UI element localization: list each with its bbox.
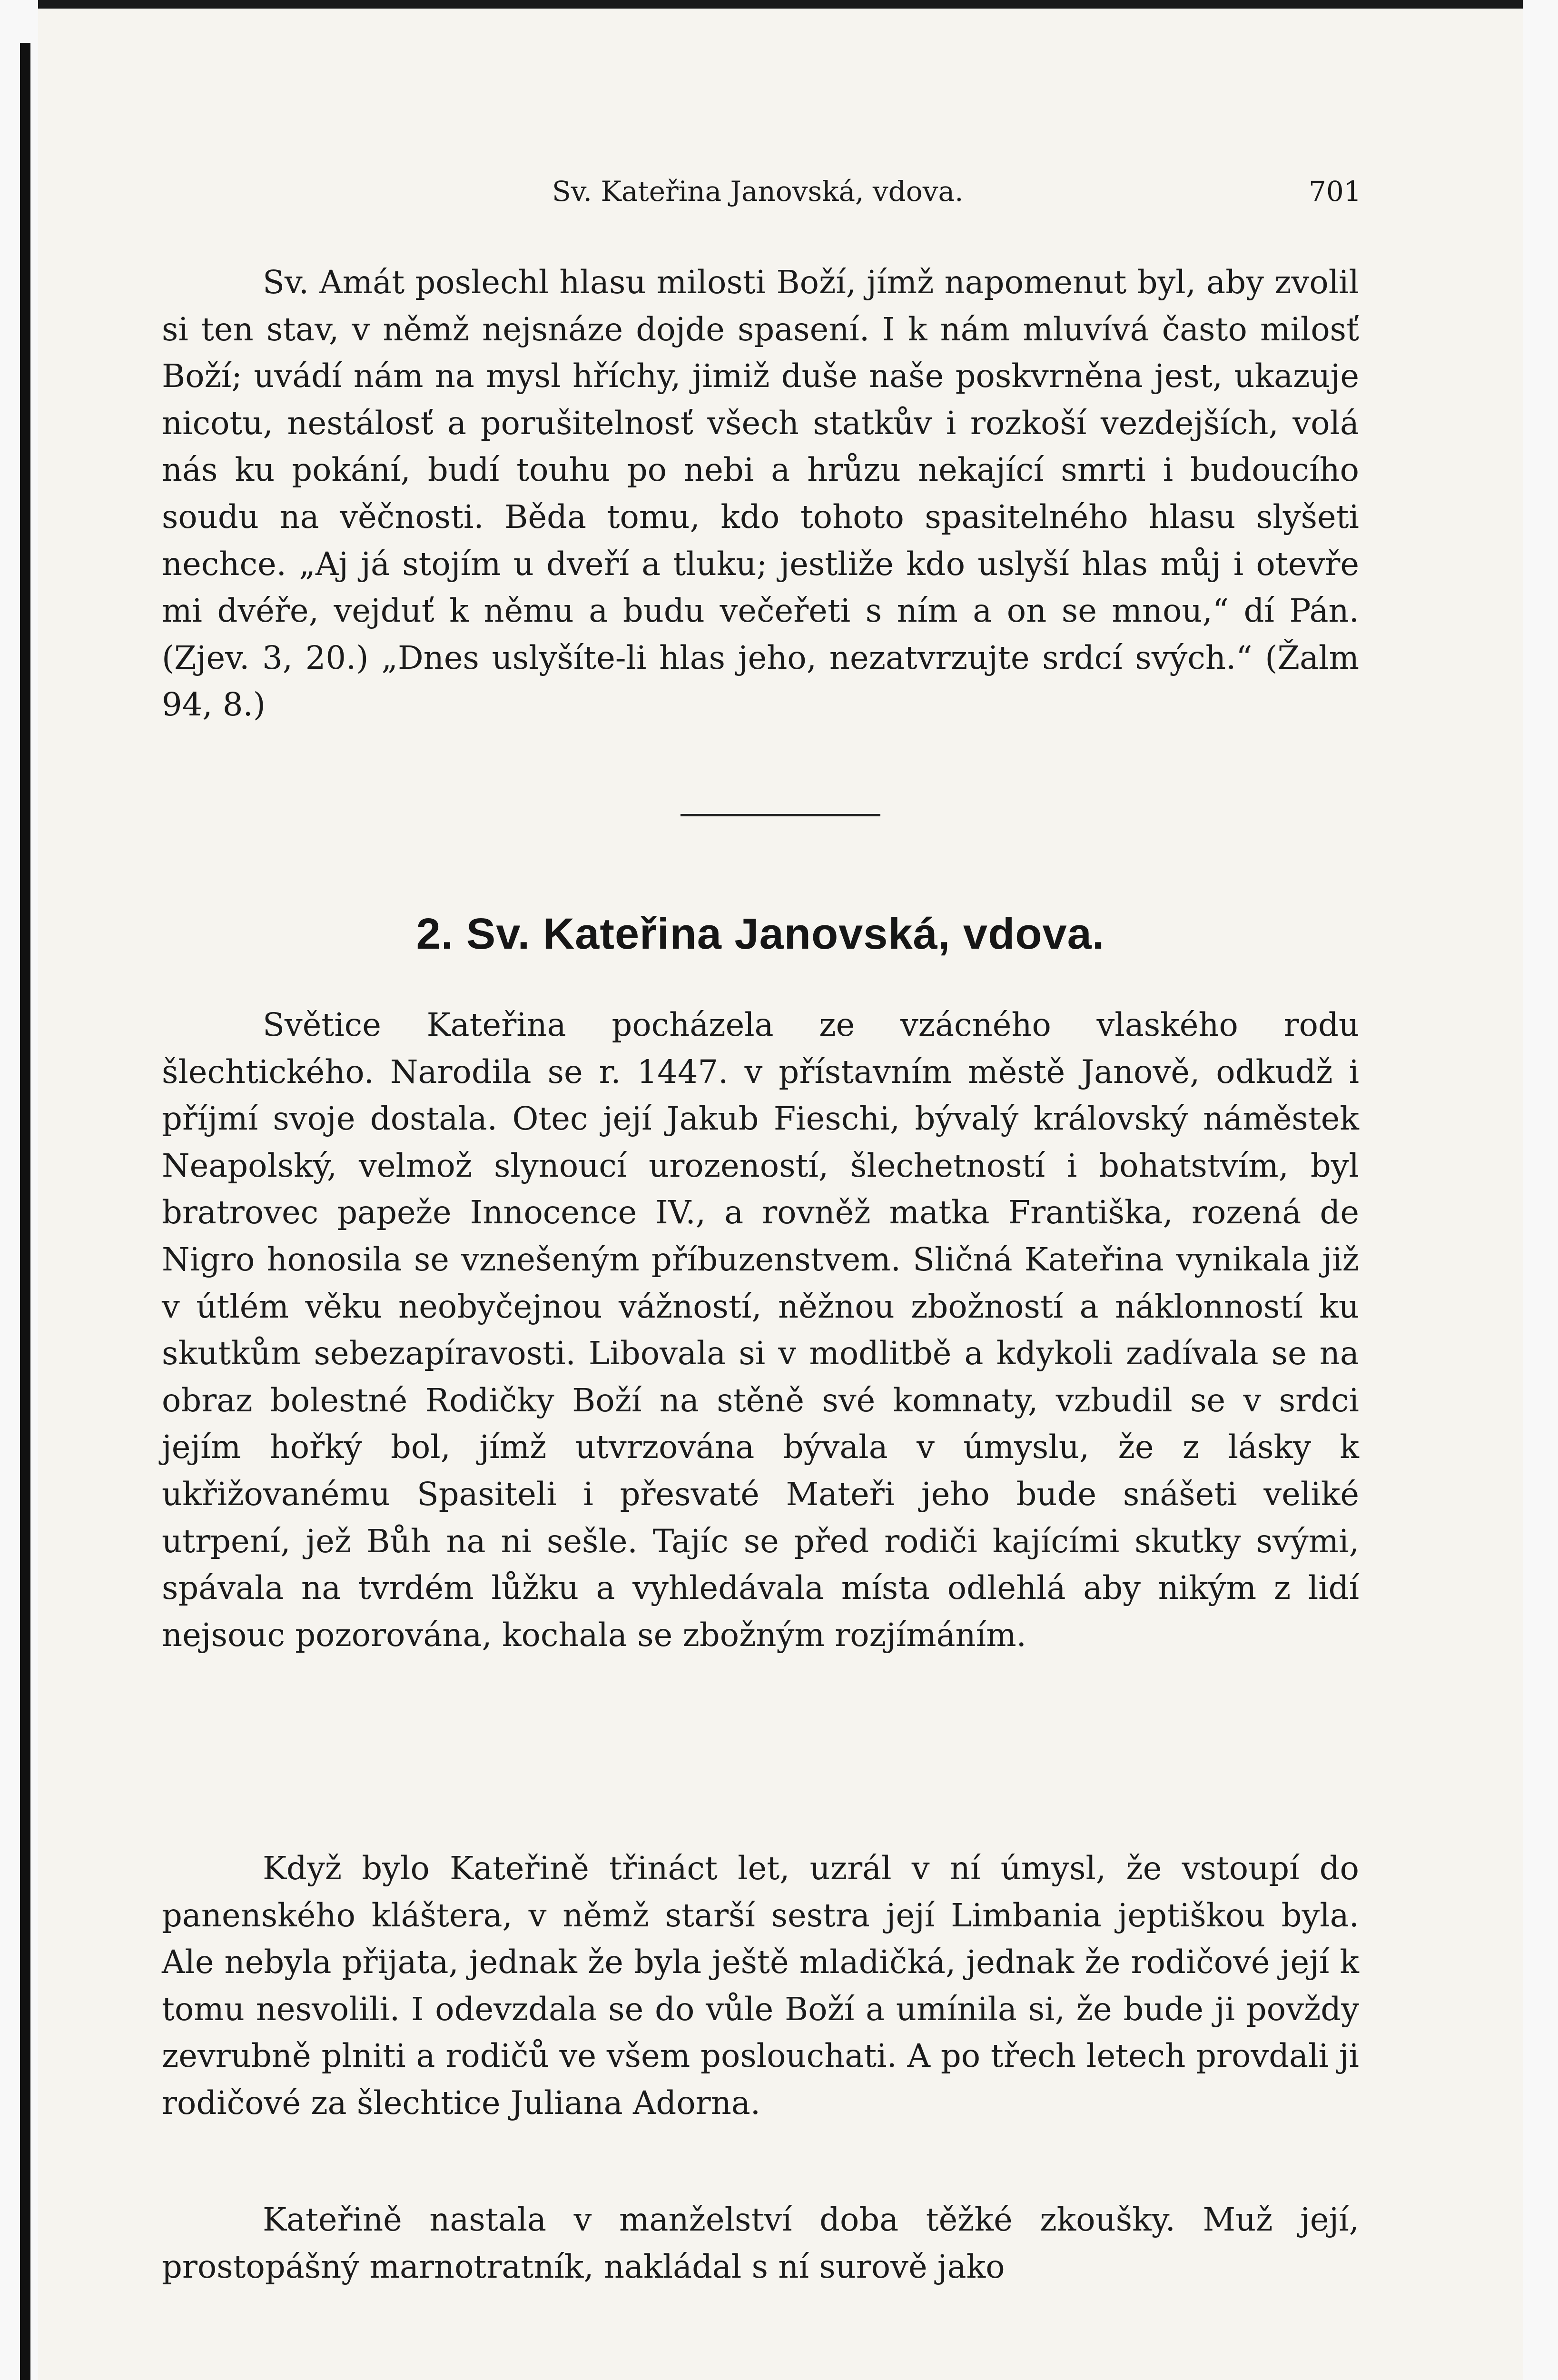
paragraph-text: Světice Kateřina pocházela ze vzácného vlaského rodu šlechtického. Narodila se r. 1447. v přístavním městě Janově, odkudž i příjmí svoje dostala. Otec její Jakub Fieschi, bývalý královský náměstek Neapolský, velmož slynoucí urozeností, šlechetností i bohatstvím, byl bratrovec papeže Innocence IV., a rovněž matka Františka, rozená de Nigro honosila se vznešeným příbuzenstvem. Sličná Kateřina vynikala již v útlém věku neobyčejnou vážností, něžnou zbožností a náklonností ku skutkům sebezapíravosti. Libovala si v modlitbě a kdykoli zadívala se na obraz bolestné Rodičky Boží na stěně své komnaty, vzbudil se v srdci jejím hořký bol, jímž utvrzována bývala v úmyslu, že z lásky k ukřižovanému Spasiteli i přesvaté Mateři jeho bude snášeti veliké utrpení, jež Bůh na ni sešle. Tajíc se před rodiči kajícími skutky svými, spávala na tvrdém lůžku a vyhledávala místa odlehlá aby nikým z lidí nejsouc pozorována, kochala se zbožným rozjímáním. (162, 1006, 1359, 1654)
section-paragraph-3 (162, 2196, 1359, 2290)
page-number: 701 (1309, 175, 1361, 208)
running-head: Sv. Kateřina Janovská, vdova. (552, 175, 964, 208)
section-paragraph-2 (162, 1845, 1359, 2127)
paragraph-text: Sv. Amát poslechl hlasu milosti Boží, jímž napomenut byl, aby zvolil si ten stav, v němž nejsnáze dojde spasení. I k nám mluvívá často milosť Boží; uvádí nám na mysl hříchy, jimiž duše naše poskvrněna jest, ukazuje nicotu, nestálosť a porušitelnosť všech statkův i rozkoší vezdejších, volá nás ku pokání, budí touhu po nebi a hrůzu nekající smrti i budoucího soudu na věčnosti. Běda tomu, kdo tohoto spasitelného hlasu slyšeti nechce. „Aj já stojím u dveří a tluku; jestliže kdo uslyší hlas můj i otevře mi dvéře, vejduť k němu a budu večeřeti s ním a on se mnou,“ dí Pán. (Zjev. 3, 20.) „Dnes uslyšíte-li hlas jeho, nezatvrzujte srdcí svých.“ (Žalm 94, 8.) (162, 264, 1359, 724)
left-page-edge (0, 0, 38, 2380)
previous-section-paragraph (162, 259, 1359, 728)
paragraph-text: Kateřině nastala v manželství doba těžké zkoušky. Muž její, prostopášný marnotratník, nakládal s ní surově jako (162, 2201, 1359, 2285)
section-paragraph-1 (162, 1002, 1359, 1658)
section-divider (680, 814, 880, 816)
section-heading: 2. Sv. Kateřina Janovská, vdova. (416, 910, 1105, 958)
book-spine-shadow (20, 43, 30, 2380)
right-page-edge (1523, 0, 1558, 2380)
paragraph-text: Když bylo Kateřině třináct let, uzrál v ní úmysl, že vstoupí do panenského kláštera, v němž starší sestra její Limbania jeptiškou byla. Ale nebyla přijata, jednak že byla ještě mladičká, jednak že rodičové její k tomu nesvolili. I odevzdala se do vůle Boží a umínila si, že bude ji povždy zevrubně plniti a rodičů ve všem poslouchati. A po třech letech provdali ji rodičové za šlechtice Juliana Adorna. (162, 1850, 1359, 2122)
